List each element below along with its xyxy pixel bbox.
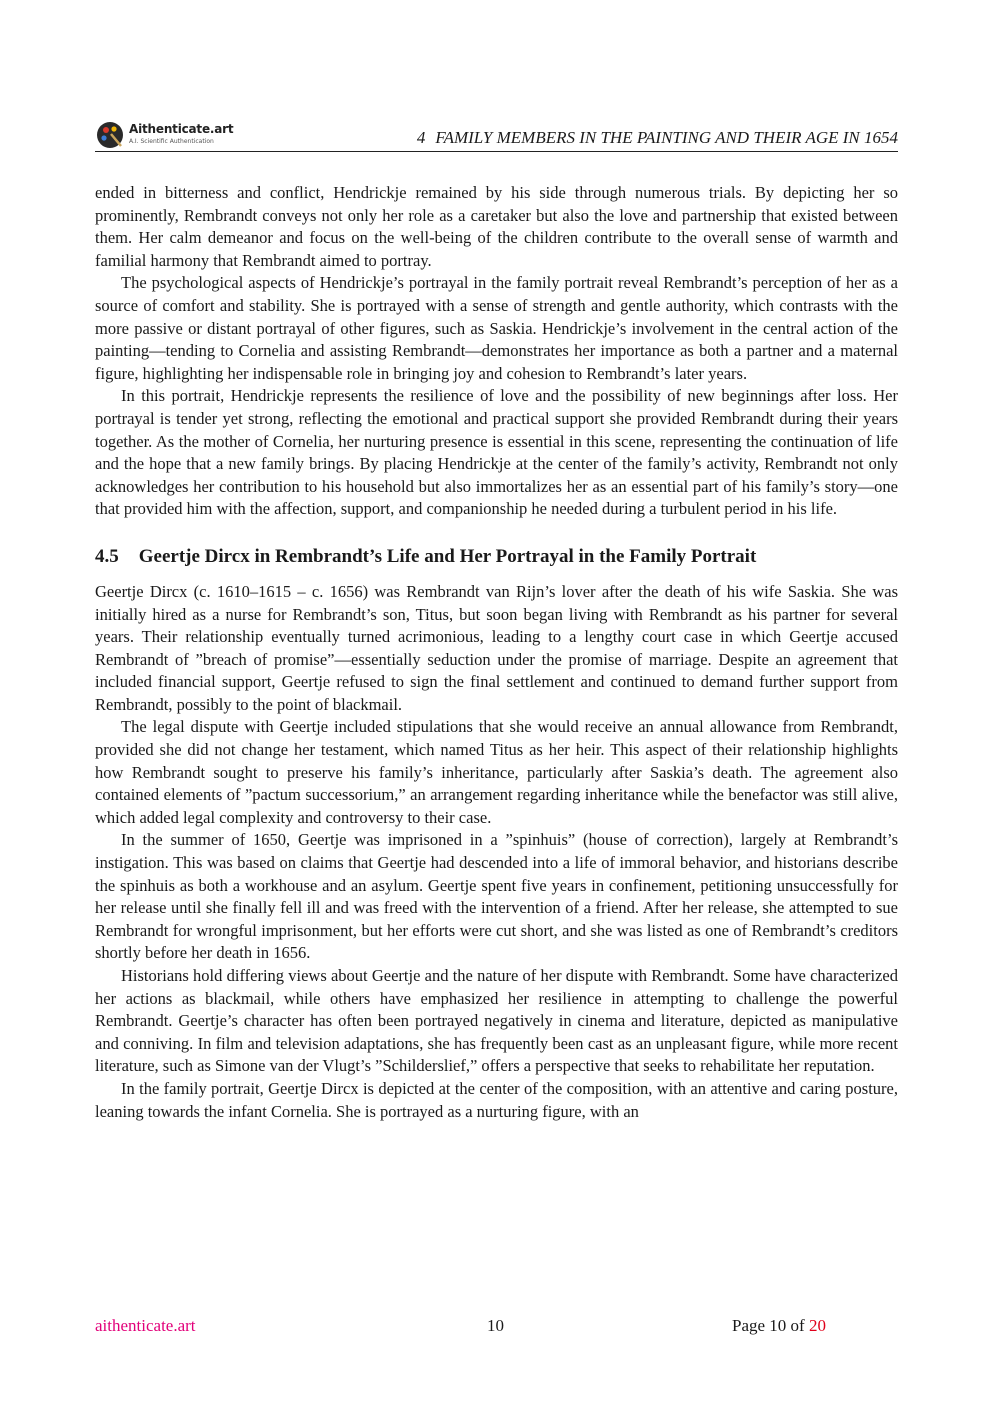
paragraph: Historians hold differing views about Geertje and the nature of her dispute with Rembrandt. Some have characterized her actions as blackmail, while others have emphasized her resilience in attempting to challenge the powerful Rembrandt. Geertje’s character has often been portrayed negatively in cinema and literature, depicted as manipulative and conniving. In film and television adaptations, she has frequently been cast as an unpleasant figure, while more recent literature, such as Simone van der Vlugt’s ”Schilderslief,” offers a perspective that seeks to rehabilitate her reputation.: [95, 966, 898, 1076]
running-head-number: 4: [416, 128, 426, 147]
section-title: Geertje Dircx in Rembrandt’s Life and Her Portrayal in the Family Portrait: [138, 545, 757, 567]
paragraph: ended in bitterness and conflict, Hendrickje remained by his side through numerous trials. By depicting her so prominently, Rembrandt conveys not only her role as a caretaker but also the love and partnership that existed between them. Her calm demeanor and focus on the well-being of the children contribute to the overall sense of warmth and familial harmony that Rembrandt aimed to portray.: [95, 183, 898, 270]
logo: [95, 120, 255, 150]
footer-page-number: 10: [487, 1316, 504, 1335]
page-footer: [95, 1316, 898, 1338]
header-rule: [95, 151, 898, 152]
logo-name: Aithenticate.art: [129, 122, 234, 136]
main-content: [95, 182, 898, 1123]
paragraph: In the family portrait, Geertje Dircx is depicted at the center of the composition, with an attentive and caring posture, leaning towards the infant Cornelia. She is portrayed as a nurturing figure, with an: [95, 1078, 898, 1121]
footer-site-link[interactable]: aithenticate.art: [95, 1316, 196, 1335]
paragraph: The psychological aspects of Hendrickje’s portrayal in the family portrait reveal Rembrandt’s perception of her as a source of comfort and stability. She is portrayed with a sense of strength and gentle authority, which contrasts with the more passive or distant portrayal of other figures, such as Saskia. Hendrickje’s involvement in the central action of the painting—tending to Cornelia and assisting Rembrandt—demonstrates her importance as both a partner and a maternal figure, highlighting her indispensable role in bringing joy and cohesion to Rembrandt’s later years.: [95, 273, 898, 383]
logo-tagline: A.I. Scientific Authentication: [129, 138, 214, 145]
page-total-link[interactable]: 20: [808, 1316, 826, 1335]
paragraph: Geertje Dircx (c. 1610–1615 – c. 1656) was Rembrandt van Rijn’s lover after the death of his wife Saskia. She was initially hired as a nurse for Rembrandt’s son, Titus, but soon began living with Rembrandt as his partner for several years. Their relationship eventually turned acrimonious, leading to a lengthy court case in which Geertje accused Rembrandt of ”breach of promise”—essentially seduction under the promise of marriage. Despite an agreement that included financial support, Geertje refused to sign the final settlement and continued to demand further support from Rembrandt, possibly to the point of blackmail.: [95, 581, 898, 714]
palette-icon: [95, 120, 125, 150]
running-head-title: FAMILY MEMBERS IN THE PAINTING AND THEIR AGE IN 1654: [435, 128, 898, 147]
running-head: [417, 128, 898, 148]
paragraph: In the summer of 1650, Geertje was imprisoned in a ”spinhuis” (house of correction), largely at Rembrandt’s instigation. This was based on claims that Geertje had descended into a life of immoral behavior, and historians describe the spinhuis as both a workhouse and an asylum. Geertje spent five years in confinement, petitioning unsuccessfully for her release until she finally fell ill and was freed with the intervention of a friend. After her release, she attempted to sue Rembrandt for wrongful imprisonment, but her efforts were cut short, and she was listed as one of Rembrandt’s creditors shortly before her death in 1656.: [95, 830, 898, 963]
page-header: [95, 118, 898, 152]
section-number: 4.5: [95, 545, 119, 567]
paragraph: In this portrait, Hendrickje represents the resilience of love and the possibility of new beginnings after loss. Her portrayal is tender yet strong, reflecting the emotional and practical support she provided Rembrandt during their years together. As the mother of Cornelia, her nurturing presence is essential in this scene, representing the continuation of life and the hope that a new family brings. By placing Hendrickje at the center of the family’s activity, Rembrandt not only acknowledges her contribution to his household but also immortalizes her as an essential part of his family’s story—one that provided him with the affection, support, and companionship he needed during a turbulent period in his life.: [95, 386, 898, 519]
paragraph: The legal dispute with Geertje included stipulations that she would receive an annual allowance from Rembrandt, provided she did not change her testament, which named Titus as her heir. This aspect of their relationship highlights how Rembrandt sought to preserve his family’s inheritance, particularly after Saskia’s death. The agreement also contained elements of ”pactum successorium,” an arrangement regarding inheritance while the benefactor was still alive, which added legal complexity and controversy to their case.: [95, 717, 898, 827]
section-heading: [95, 545, 898, 569]
footer-page-of: [732, 1316, 826, 1336]
page-of-prefix: Page 10 of: [732, 1316, 805, 1335]
